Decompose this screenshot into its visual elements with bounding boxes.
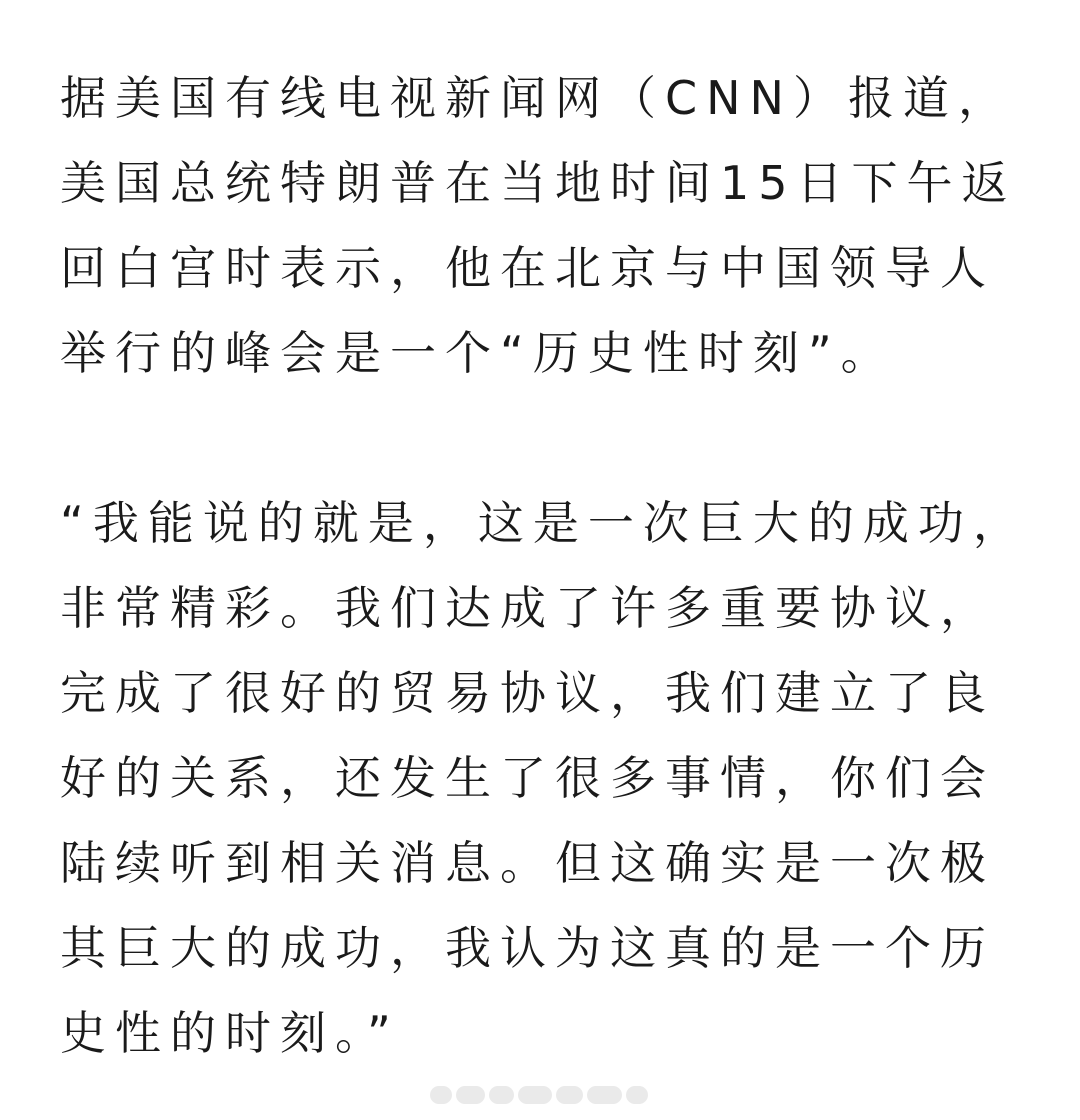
text-line: 举行的峰会是一个“历史性时刻”。 bbox=[60, 326, 896, 380]
watermark-mark bbox=[518, 1086, 551, 1104]
watermark-mark bbox=[489, 1086, 514, 1104]
text-line: 非常精彩。我们达成了许多重要协议， bbox=[60, 581, 995, 635]
paragraph-2 bbox=[60, 481, 1028, 1076]
text-line: 回白宫时表示，他在北京与中国领导人 bbox=[60, 241, 995, 295]
text-line: 好的关系，还发生了很多事情，你们会 bbox=[60, 751, 995, 805]
paragraph-1 bbox=[60, 56, 1025, 396]
watermark-mark bbox=[626, 1086, 648, 1104]
text-line: “我能说的就是，这是一次巨大的成功， bbox=[60, 496, 1028, 550]
watermark-mark bbox=[456, 1086, 485, 1104]
text-line: 美国总统特朗普在当地时间15日下午返 bbox=[60, 156, 1017, 210]
watermark bbox=[430, 1083, 648, 1107]
text-line: 陆续听到相关消息。但这确实是一次极 bbox=[60, 836, 995, 890]
text-line: 据美国有线电视新闻网（CNN）报道， bbox=[60, 71, 1013, 125]
text-line: 其巨大的成功，我认为这真的是一个历 bbox=[60, 921, 995, 975]
text-line: 史性的时刻。” bbox=[60, 1006, 400, 1060]
text-line: 完成了很好的贸易协议，我们建立了良 bbox=[60, 666, 995, 720]
article-body bbox=[60, 56, 1028, 1076]
watermark-mark bbox=[556, 1086, 583, 1104]
watermark-mark bbox=[587, 1086, 622, 1104]
watermark-mark bbox=[430, 1086, 452, 1104]
